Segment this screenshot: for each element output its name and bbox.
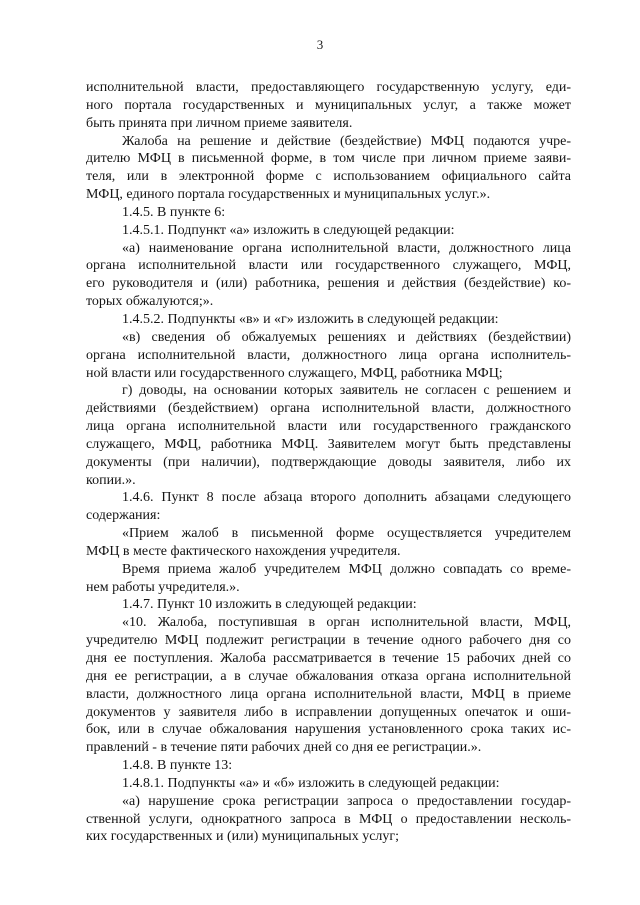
text-line: дителю МФЦ в письменной форме, в том числе при личном приеме заяви- bbox=[86, 151, 571, 167]
text-line: лица органа исполнительной власти или государственного гражданского bbox=[86, 419, 571, 435]
text-line: органа исполнительной власти, должностного лица органа исполнитель- bbox=[86, 347, 571, 363]
text-line: Жалоба на решение и действие (бездействие) МФЦ подаются учре- bbox=[122, 133, 571, 149]
text-line: Время приема жалоб учредителем МФЦ должно совпадать со време- bbox=[122, 561, 571, 577]
text-line: 1.4.8. В пункте 13: bbox=[122, 758, 233, 774]
text-line: «а) нарушение срока регистрации запроса о предоставлении государ- bbox=[122, 793, 571, 809]
text-line: копии.». bbox=[86, 472, 136, 488]
text-line: дня ее поступления. Жалоба рассматривается в течение 15 рабочих дней со bbox=[86, 651, 571, 666]
text-line: действиями (бездействием) органа исполнительной власти, должностного bbox=[86, 401, 571, 417]
text-line: дня ее регистрации, а в случае обжалования отказа органа исполнительной bbox=[86, 668, 571, 684]
page-number: 3 bbox=[316, 37, 324, 52]
document-body bbox=[86, 79, 571, 846]
text-line: ного портала государственных и муниципальных услуг, а также может bbox=[86, 97, 571, 113]
text-line: содержания: bbox=[86, 508, 161, 524]
text-line: 1.4.5.1. Подпункт «а» изложить в следующей редакции: bbox=[122, 222, 455, 238]
text-line: теля, или в электронной форме с использованием официального сайта bbox=[86, 169, 571, 185]
text-line: г) доводы, на основании которых заявитель не согласен с решением и bbox=[122, 383, 571, 399]
text-line: МФЦ в месте фактического нахождения учредителя. bbox=[86, 543, 401, 559]
text-line: 1.4.7. Пункт 10 изложить в следующей редакции: bbox=[122, 597, 417, 613]
text-line: исполнительной власти, предоставляющего государственную услугу, еди- bbox=[86, 80, 571, 95]
text-line: «в) сведения об обжалуемых решениях и действиях (бездействии) bbox=[122, 329, 571, 345]
text-line: МФЦ, единого портала государственных и муниципальных услуг.». bbox=[86, 187, 491, 203]
text-line: быть принята при личном приеме заявителя. bbox=[86, 115, 353, 131]
text-line: власти, должностного лица органа исполнительной власти, МФЦ в приеме bbox=[86, 686, 571, 702]
text-line: документов у заявителя либо в исправлении допущенных опечаток и оши- bbox=[86, 704, 571, 720]
text-line: бок, или в случае обжалования нарушения установленного срока таких ис- bbox=[86, 722, 571, 738]
text-line: 1.4.5. В пункте 6: bbox=[122, 204, 226, 220]
text-line: документы (при наличии), подтверждающие доводы заявителя, либо их bbox=[86, 454, 571, 470]
text-line: «Прием жалоб в письменной форме осуществляется учредителем bbox=[122, 526, 571, 542]
text-line: ких государственных и (или) муниципальных услуг; bbox=[86, 829, 400, 845]
text-line: 1.4.8.1. Подпункты «а» и «б» изложить в следующей редакции: bbox=[122, 775, 500, 791]
text-line: правлений - в течение пяти рабочих дней со дня ее регистрации.». bbox=[86, 740, 482, 756]
text-line: органа исполнительной власти или государственного служащего, МФЦ, bbox=[86, 258, 571, 274]
text-line: 1.4.5.2. Подпункты «в» и «г» изложить в следующей редакции: bbox=[122, 311, 499, 327]
text-line: служащего, МФЦ, работника МФЦ. Заявителем могут быть представлены bbox=[86, 436, 571, 452]
text-line: ной власти или государственного служащего, МФЦ, работника МФЦ; bbox=[86, 365, 503, 381]
text-line: его руководителя и (или) работника, решения и действия (бездействие) ко- bbox=[86, 276, 571, 292]
text-line: 1.4.6. Пункт 8 после абзаца второго дополнить абзацами следующего bbox=[122, 490, 571, 506]
text-line: торых обжалуются;». bbox=[86, 294, 214, 310]
text-line: учредителю МФЦ подлежит регистрации в течение одного рабочего дня со bbox=[86, 633, 571, 649]
text-line: ственной услуги, однократного запроса в МФЦ о предоставлении несколь- bbox=[86, 811, 571, 827]
text-line: «а) наименование органа исполнительной власти, должностного лица bbox=[122, 240, 571, 256]
text-line: «10. Жалоба, поступившая в орган исполнительной власти, МФЦ, bbox=[122, 615, 571, 631]
text-line: нем работы учредителя.». bbox=[86, 579, 240, 595]
